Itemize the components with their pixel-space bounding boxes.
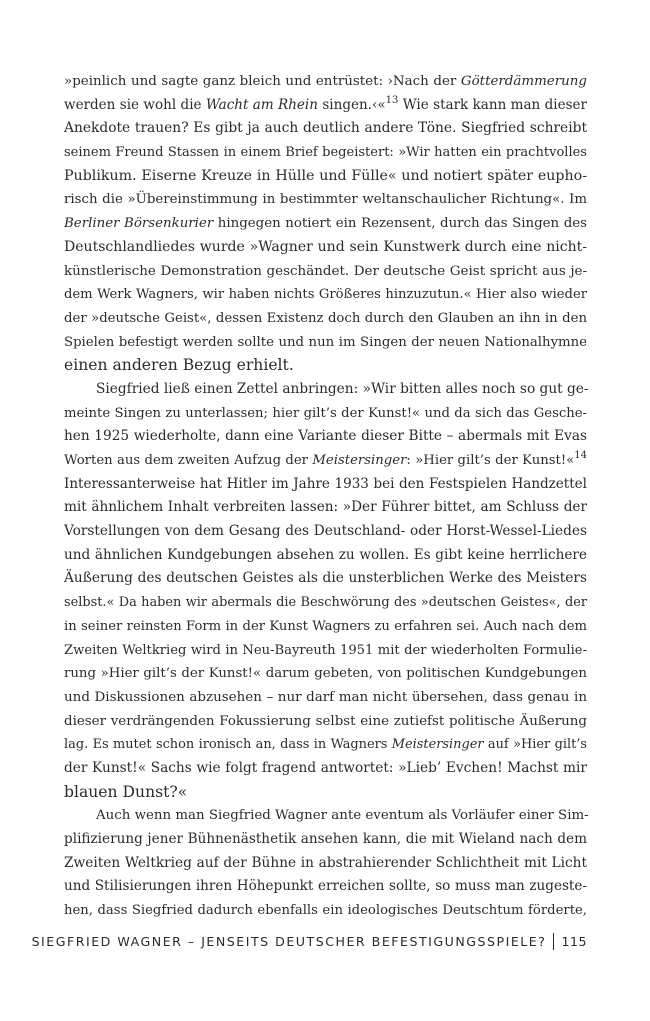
text-line: [64, 733, 587, 757]
text-run: Spielen befestigt werden sollte und nun im Singen der neuen Nationalhymne: [64, 334, 587, 350]
text-line: [64, 354, 587, 378]
text-line: [64, 188, 587, 212]
footer-divider: [553, 933, 554, 950]
italic-title: Meistersinger: [312, 453, 407, 468]
text-run: Vorstellungen von dem Gesang des Deutschland- oder Horst-Wessel-Liedes: [64, 523, 587, 540]
text-line: [64, 899, 587, 923]
text-run: selbst.« Da haben wir abermals die Beschwörung des »deutschen Geistes«, der: [64, 595, 587, 611]
text-run: Deutschlandliedes wurde »Wagner und sein Kunstwerk durch eine nicht-: [64, 238, 587, 255]
text-line: [64, 331, 587, 355]
text-run: blauen Dunst?«: [64, 782, 188, 801]
text-run: dieser verdrängenden Fokussierung selbst eine zutiefst politische Äußerung: [64, 713, 587, 729]
text-run: »peinlich und sagte ganz bleich und entrüstet: ›Nach der: [64, 74, 461, 89]
text-line: [64, 473, 587, 497]
text-line: [64, 307, 587, 331]
text-line: [64, 425, 587, 449]
text-line: [64, 639, 587, 663]
text-run: Interessanterweise hat Hitler im Jahre 1933 bei den Festspielen Handzettel: [64, 475, 587, 492]
text-line: [64, 544, 587, 568]
text-line: [64, 567, 587, 591]
text-run: und Stilisierungen ihren Höhepunkt erreichen sollte, so muss man zugeste-: [64, 878, 587, 895]
text-line: [64, 260, 587, 284]
text-line: [64, 591, 587, 615]
text-line: [64, 615, 587, 639]
text-run: dem Werk Wagners, wir haben nichts Größeres hinzuzutun.« Hier also wieder: [64, 287, 587, 303]
text-line: [64, 662, 587, 686]
text-run: hen, dass Siegfried dadurch ebenfalls ein ideologisches Deutschtum förderte,: [64, 903, 587, 919]
text-run: Siegfried ließ einen Zettel anbringen: »Wir bitten alles noch so gut ge-: [96, 380, 589, 397]
text-run: mit ähnlichem Inhalt verbreiten lassen: »Der Führer bittet, am Schluss der: [64, 499, 587, 516]
text-run: seinem Freund Stassen in einem Brief begeistert: »Wir hatten ein prachtvolles: [64, 145, 587, 161]
text-run: lag. Es mutet schon ironisch an, dass in Wagners: [64, 737, 392, 753]
text-line: [64, 283, 587, 307]
text-run: künstlerische Demonstration geschändet. Der deutsche Geist spricht aus je-: [64, 263, 587, 279]
text-run: rung »Hier gilt’s der Kunst!« darum gebeten, von politischen Kundgebungen: [64, 666, 587, 682]
text-run: Auch wenn man Siegfried Wagner ante eventum als Vorläufer einer Sim-: [96, 808, 589, 824]
text-run: risch die »Übereinstimmung in bestimmter weltanschaulicher Richtung«. Im: [64, 192, 587, 208]
text-line: [64, 520, 587, 544]
text-run: Anekdote trauen? Es gibt ja auch deutlich andere Töne. Siegfried schreibt: [64, 120, 587, 137]
text-line: [64, 117, 587, 141]
text-run: Publikum. Eiserne Kreuze in Hülle und Fülle« und notiert später eupho-: [64, 167, 587, 184]
text-run: singen.‹«: [317, 96, 386, 113]
text-line: [64, 875, 587, 899]
text-run: in seiner reinsten Form in der Kunst Wagners zu erfahren sei. Auch nach dem: [64, 618, 587, 634]
text-line: [64, 449, 587, 473]
text-run: und ähnlichen Kundgebungen absehen zu wollen. Es gibt keine herrlichere: [64, 546, 587, 563]
text-line: [64, 804, 587, 828]
text-line: [64, 828, 587, 852]
text-line: [64, 94, 587, 118]
text-run: einen anderen Bezug erhielt.: [64, 356, 294, 375]
text-run: Worten aus dem zweiten Aufzug der: [64, 453, 313, 468]
text-line: [64, 70, 587, 94]
text-run: der Kunst!« Sachs wie folgt fragend antwortet: »Lieb’ Evchen! Machst mir: [64, 759, 587, 776]
italic-title: Götterdämmerung: [460, 74, 587, 89]
text-run: Äußerung des deutschen Geistes als die unsterblichen Werke des Meisters: [64, 570, 587, 587]
text-line: [64, 141, 587, 165]
running-footer: [32, 933, 587, 950]
text-line: [64, 757, 587, 781]
text-run: Zweiten Weltkrieg auf der Bühne in abstrahierender Schlichtheit mit Licht: [64, 854, 587, 871]
text-run: der »deutsche Geist«, dessen Existenz doch durch den Glauben an ihn in den: [64, 310, 587, 326]
text-line: [64, 165, 587, 189]
text-line: [64, 686, 587, 710]
italic-title: Meistersinger: [391, 737, 484, 753]
text-line: [64, 402, 587, 426]
text-line: [64, 781, 587, 805]
text-run: plifizierung jener Bühnenästhetik ansehen kann, die mit Wieland nach dem: [64, 831, 587, 847]
text-line: [64, 710, 587, 734]
footnote-ref: 14: [574, 450, 588, 461]
text-line: [64, 378, 587, 402]
text-run: : »Hier gilt’s der Kunst!«: [406, 453, 575, 468]
italic-title: Berliner Börsenkurier: [64, 216, 214, 232]
text-line: [64, 212, 587, 236]
text-run: Zweiten Weltkrieg wird in Neu-Bayreuth 1951 mit der wiederholten Formulie-: [64, 642, 587, 658]
italic-title: Wacht am Rhein: [205, 96, 318, 113]
text-line: [64, 496, 587, 520]
text-run: hingegen notiert ein Rezensent, durch das Singen des: [213, 216, 587, 232]
text-line: [64, 236, 587, 260]
page-number: 115: [561, 934, 587, 949]
text-line: [64, 852, 587, 876]
footnote-ref: 13: [385, 94, 399, 106]
text-run: meinte Singen zu unterlassen; hier gilt’s der Kunst!« und da sich das Gesche-: [64, 405, 587, 421]
text-run: werden sie wohl die: [64, 96, 206, 113]
text-run: Wie stark kann man dieser: [398, 96, 587, 113]
text-run: auf »Hier gilt’s: [483, 737, 587, 753]
body-text: [64, 70, 587, 923]
running-head: SIEGFRIED WAGNER – JENSEITS DEUTSCHER BEFESTIGUNGSSPIELE?: [31, 934, 547, 949]
text-run: hen 1925 wiederholte, dann eine Variante dieser Bitte – abermals mit Evas: [64, 428, 587, 445]
text-run: und Diskussionen abzusehen – nur darf man nicht übersehen, dass genau in: [64, 689, 587, 705]
